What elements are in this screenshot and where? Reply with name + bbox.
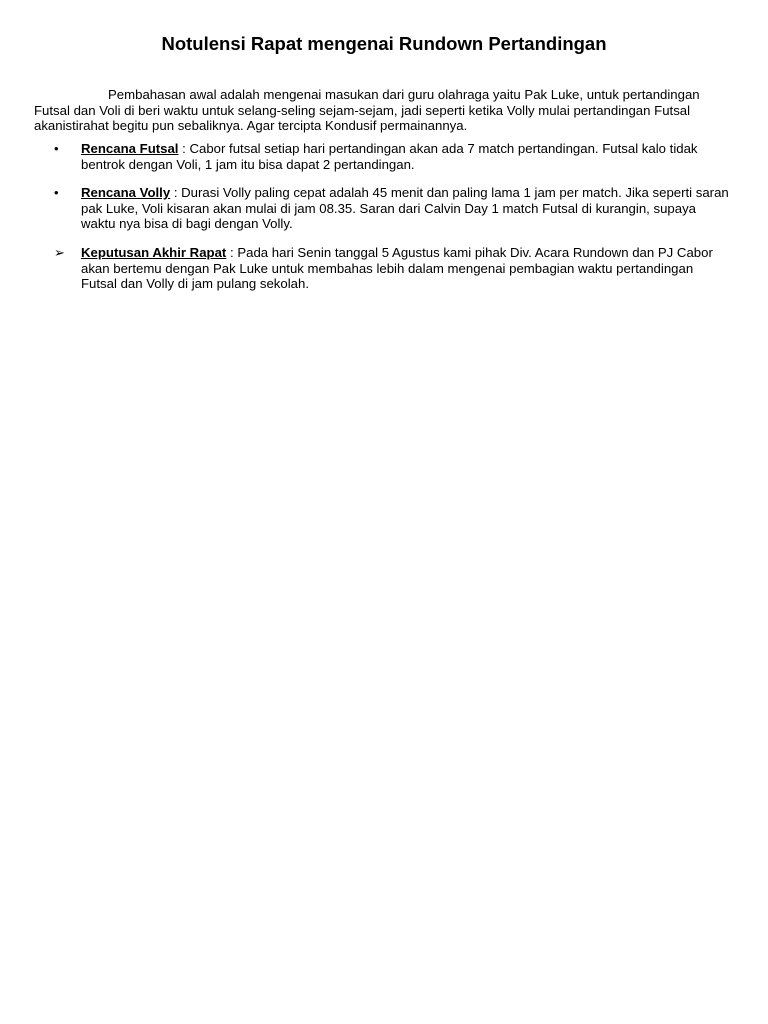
document-title: Notulensi Rapat mengenai Rundown Pertandingan [161, 33, 607, 54]
list-item-body [81, 185, 731, 232]
bullet-icon: • [54, 185, 59, 200]
list-item-label: Rencana Futsal [81, 141, 179, 156]
list-item-text: : Cabor futsal setiap hari pertandingan akan ada 7 match pertandingan. Futsal kalo tidak bentrok dengan Voli, 1 jam itu bisa dapat 2 pertandingan. [81, 141, 698, 172]
list-item-label: Keputusan Akhir Rapat [81, 245, 227, 260]
list-item-keputusan-akhir [34, 245, 734, 292]
list-item-text: : Pada hari Senin tanggal 5 Agustus kami pihak Div. Acara Rundown dan PJ Cabor akan bertemu dengan Pak Luke untuk membahas lebih dalam mengenai pembagian waktu pertandingan Futsal dan Volly di jam pulang sekolah. [81, 245, 713, 292]
list-item-body [81, 245, 731, 292]
list-item-label: Rencana Volly [81, 185, 171, 200]
list-item-rencana-futsal [34, 141, 734, 172]
arrow-bullet-icon: ➢ [54, 245, 65, 260]
list-item-text: : Durasi Volly paling cepat adalah 45 menit dan paling lama 1 jam per match. Jika seperti saran pak Luke, Voli kisaran akan mulai di jam 08.35. Saran dari Calvin Day 1 match Futsal di kurangin, supaya waktu nya bisa di bagi dengan Volly. [81, 185, 729, 232]
bullet-icon: • [54, 141, 59, 156]
list-item-body [81, 141, 731, 172]
list-item-rencana-volly [34, 185, 734, 232]
intro-paragraph: Pembahasan awal adalah mengenai masukan dari guru olahraga yaitu Pak Luke, untuk pertandingan Futsal dan Voli di beri waktu untuk selang-seling sejam-sejam, jadi seperti ketika Volly mulai pertandingan Futsal akanistirahat begitu pun sebaliknya. Agar tercipta Kondusif permainannya. [34, 87, 700, 134]
